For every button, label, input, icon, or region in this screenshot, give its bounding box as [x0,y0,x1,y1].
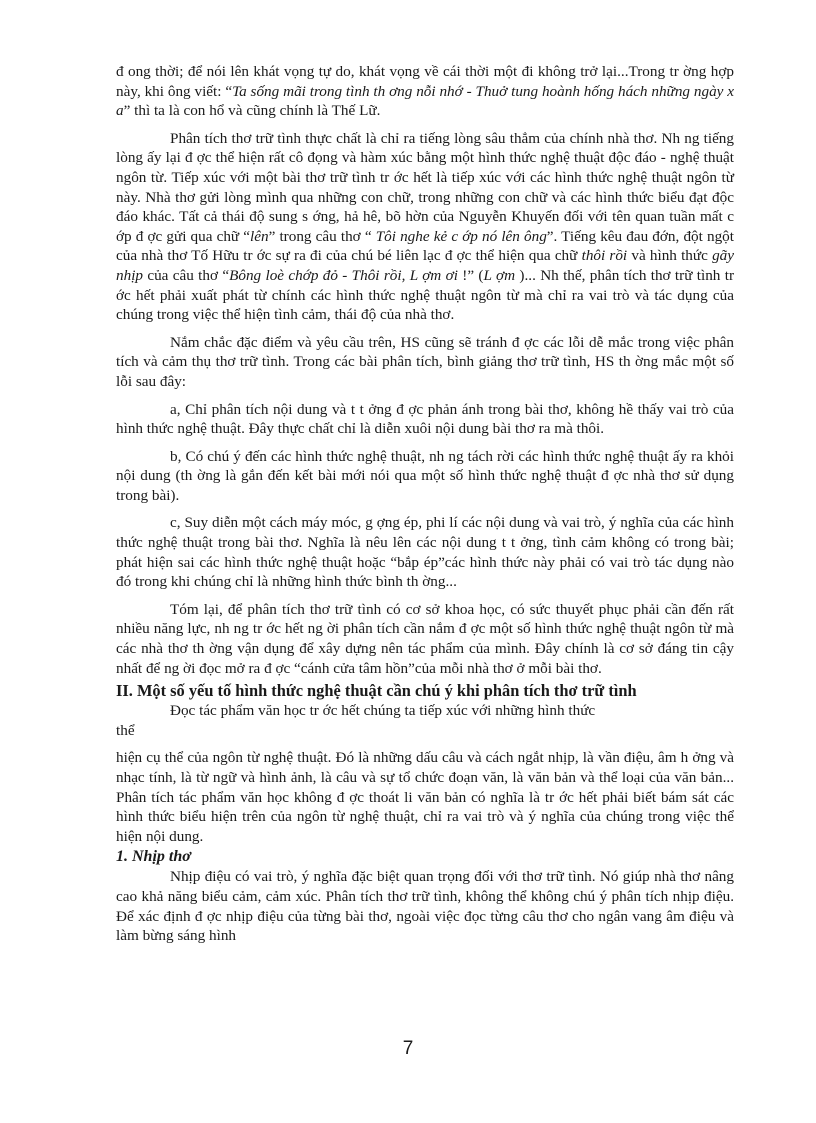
paragraph-conclusion: Tóm lại, để phân tích thơ trữ tình có cơ sở khoa học, có sức thuyết phục phải cần đến rất nhiều năng lực, nh ng tr ớc hết ng ời phân tích cần nắm đ ợc một số hình thức nghệ thuật ngôn từ mà các nhà thơ th ờng vận dụng để xây dựng nên tác phẩm của mình. Đây chính là cơ sở đáng tin cậy nhất để ng ời đọc mở ra đ ợc “cánh cửa tâm hồn”của mỗi nhà thơ ở mỗi bài thơ. [116,600,734,677]
italic-thoi-roi: thôi rồi [581,247,628,265]
paragraph-1-text-c: ” thì ta là con hổ và cũng chính là Thế Lữ. [123,102,381,120]
paragraph-2-text-c: ” trong câu thơ “ [268,227,376,245]
paragraph-1-text-a: đ ong thời; để nói lên khát vọng tự do, khát vọng về cái thời một đi không trở lại...Trong tr ờng hợp này, khi ông viết: “ [116,63,734,100]
paragraph-1 [116,62,734,121]
italic-luom: L ợm [483,266,516,284]
paragraph-intro-body: hiện cụ thể của ngôn từ nghệ thuật. Đó là những dấu câu và cách ngắt nhịp, là vần điệu, âm h ởng và nhạc tính, là từ ngữ và hình ảnh, là câu và sự tổ chức đoạn văn, là văn bản và thể loại của văn bản... Phân tích tác phẩm văn học không đ ợc thoát li văn bản có nghĩa là tr ớc hết phải biết bám sát các hình thức biểu hiện trên của ngôn từ nghệ thuật, chỉ ra vai trò và ý nghĩa của chúng trong việc thể hiện nội dung. [116,749,734,845]
paragraph-2-text-g: và hình thức [627,247,713,265]
quote-ta-song-mai: Ta sống mãi trong tình th ơng nỗi nhớ - Thuở tung hoành hống hách những ngày x a [116,82,734,120]
paragraph-3: Nắm chắc đặc điểm và yêu cầu trên, HS cũng sẽ tránh đ ợc các lỗi dễ mắc trong việc phân tích và cảm thụ thơ trữ tình. Trong các bài phân tích, bình giảng thơ trữ tình, HS th ờng mắc một số lỗi sau đây: [116,333,734,390]
paragraph-2 [116,129,734,325]
section-heading-ii: II. Một số yếu tố hình thức nghệ thuật cần chú ý khi phân tích thơ trữ tình [116,681,637,701]
paragraph-intro-line: Đọc tác phẩm văn học tr ớc hết chúng ta tiếp xúc với những hình thức [170,702,596,720]
paragraph-2-text-k: !” ( [457,266,484,284]
quote-toi-nghe-ke-cop: Tôi nghe kẻ c ớp nó lên ông [375,227,547,245]
paragraph-nhip-tho: Nhịp điệu có vai trò, ý nghĩa đặc biệt quan trọng đối với thơ trữ tình. Nó giúp nhà thơ nâng cao khả năng biểu cảm, cảm xúc. Phân tích thơ trữ tình, không thể không chú ý phân tích nhịp điệu. Để xác định đ ợc nhịp điệu của từng bài thơ, ngoài việc đọc từng câu thơ cho ngân vang âm điệu và làm bừng sáng hình [116,868,734,945]
section-heading-nhip-tho: 1. Nhịp thơ [116,848,191,866]
italic-len: lên [250,227,269,245]
italic-gay-nhip: gãy nhịp [116,247,735,284]
paragraph-intro-break: thể [116,721,135,739]
paragraph-2-text-m: )... Nh thế, phân tích thơ trữ tình tr ớc hết phải xuất phát từ chính các hình thức nghệ thuật ngôn từ mà chỉ ra vai trò và tác dụng của chúng trong việc thể hiện tình cảm, thái độ của nhà thơ. [116,266,735,324]
page-number: 7 [402,1038,414,1059]
paragraph-error-c: c, Suy diễn một cách máy móc, g ợng ép, phi lí các nội dung và vai trò, ý nghĩa của các hình thức nghệ thuật trong bài thơ. Nghĩa là nêu lên các nội dung t t ởng, tình cảm không có trong bài; phát hiện sai các hình thức nghệ thuật hoặc “bắp ép”các hình thức này phải có vai trò tác dụng nào đó trong khi chúng chỉ là những hình thức bình th ờng... [116,514,734,591]
paragraph-2-text-a: Phân tích thơ trữ tình thực chất là chỉ ra tiếng lòng sâu thẳm của chính nhà thơ. Nh ng tiếng lòng ấy lại đ ợc thể hiện rất cô đọng và hàm xúc bằng một hình thức nghệ thuật độc đáo - nghệ thuật ngôn từ. Tiếp xúc với một bài thơ trữ tình tr ớc hết là tiếp xúc với các hình thức nghệ thuật ngôn từ này. Nhà thơ gửi lòng mình qua những con chữ, trong những con chữ và các hình thức biểu đạt độc đáo khác. Tất cả thái độ sung s ớng, hả hê, bõ hờn của Nguyễn Khuyến đối với tên quan tuần mất c ớp đ ợc gửi qua chữ “ [116,129,734,245]
paragraph-error-a: a, Chỉ phân tích nội dung và t t ởng đ ợc phản ánh trong bài thơ, không hề thấy vai trò của hình thức nghệ thuật. Đây thực chất chỉ là diễn xuôi nội dung bài thơ ra mà thôi. [116,400,734,438]
quote-bong-loe: Bông loè chớp đỏ - Thôi rồi, L ợm ơi [229,266,458,284]
paragraph-2-text-e: ”. Tiếng kêu đau đớn, đột ngột của nhà thơ Tố Hữu tr ớc sự ra đi của chú bé liên lạc đ ợc thể hiện qua chữ [116,227,734,265]
paragraph-error-b: b, Có chú ý đến các hình thức nghệ thuật, nh ng tách rời các hình thức nghệ thuật ấy ra khỏi nội dung (th ờng là gắn đến kết bài mới nói qua một số hình thức nghệ thuật đ ợc nhà thơ sử dụng trong bài). [116,447,734,504]
paragraph-2-text-i: của câu thơ “ [143,266,230,284]
